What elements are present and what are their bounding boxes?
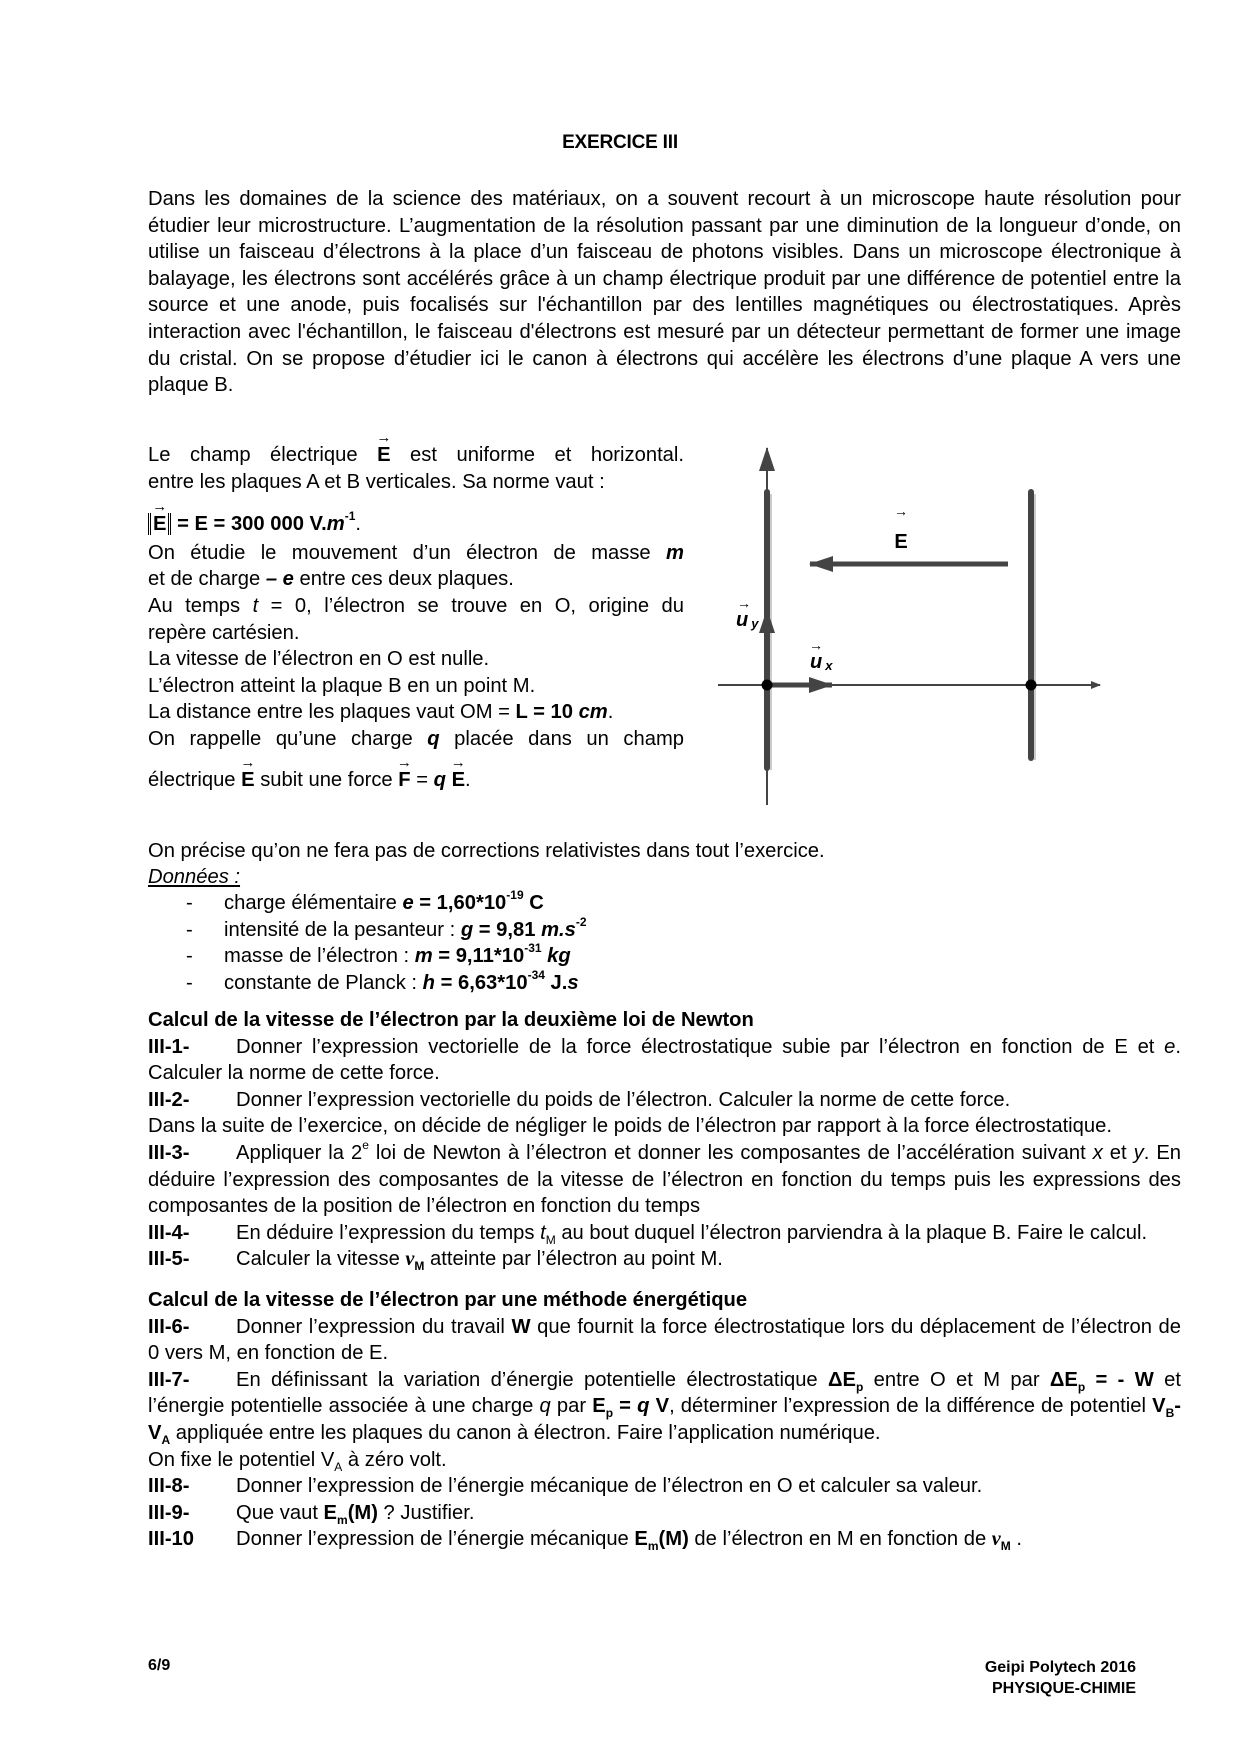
constant-item: - masse de l’électron : $m = 9,11*10^{-31}$ kg: [186, 941, 571, 968]
svg-text:→: →: [737, 595, 751, 611]
exam-subject: PHYSIQUE-CHIMIE: [991, 1680, 1136, 1697]
force-formula-line: électrique → E subit une force → F = q → E.: [148, 767, 684, 794]
svg-text:→: →: [894, 503, 908, 519]
constant-item: - intensité de la pesanteur : g = 9,81 $m.s^{-2}$: [186, 914, 587, 941]
vector-E: → E: [377, 442, 390, 469]
question-III-10: III-10 Donner l’expression de l’énergie mécanique $E_m(M)$ de l’électron en M en fonction de $v_M$ .: [148, 1528, 1022, 1554]
exam-name: Geipi Polytech 2016: [984, 1659, 1136, 1676]
potential-note: On fixe le potentiel $V_A$ à zéro volt.: [148, 1448, 447, 1474]
intro-paragraph: Dans les domaines de la science des matériaux, on a souvent recourt à un microscope haute résolution pour étudier leur microstructure. L’augmentation de la résolution passant par une diminution de la longueur d’onde, on utilise un faisceau d’électrons à la place d’un faisceau de photons visibles. Dans un microscope électronique à balayage, les électrons sont accélérés grâce à un champ électrique produit par une différence de potentiel entre la source et une anode, puis focalisés sur l'échantillon par des lentilles magnétiques ou électrostatiques. Après interaction avec l'échantillon, le faisceau d'électrons est mesuré par un détecteur permettant de former une image du cristal. On se propose d’étudier ici le canon à électrons qui accélère les électrons d’une plaque A vers une plaque B.: [148, 188, 1181, 397]
constants-list: [148, 890, 587, 996]
exercise-title: EXERCICE III: [562, 132, 678, 153]
page-number: 6/9: [148, 1657, 171, 1674]
section-heading-newton: Calcul de la vitesse de l’électron par la deuxième loi de Newton: [148, 1009, 754, 1031]
problem-statement: [148, 442, 684, 793]
question-III-7: III-7- En définissant la variation d’énergie potentielle électrostatique $\Delta E_p$ entre O et M par $\Delta E_p$ = - W et l’énergie potentielle associée à une charge q par $E_p = q$ V, déterminer l’expression de la différence de potentiel $V_B-V_A$ appliquée entre les plaques du canon à électron. Faire l’application numérique.: [148, 1368, 1181, 1447]
mass-line: On étudie le mouvement d’un électron de masse m: [148, 541, 684, 564]
relativity-note: On précise qu’on ne fera pas de corrections relativistes dans tout l’exercice.: [148, 840, 825, 862]
questions: [148, 1007, 1181, 1553]
question-III-2: III-2- Donner l’expression vectorielle du poids de l’électron. Calculer la norme de cette force.: [148, 1088, 1011, 1111]
exam-footer: [910, 1657, 1136, 1699]
label-E: E: [894, 531, 908, 553]
time-line: Au temps t = 0, l’électron se trouve en O, origine du: [148, 594, 684, 617]
distance-line: La distance entre les plaques vaut OM = L = 10 cm.: [148, 701, 614, 724]
reminder-line: On rappelle qu’une charge q placée dans un champ: [148, 727, 685, 750]
label-uy: uy: [736, 609, 759, 631]
frame-line: repère cartésien.: [148, 621, 300, 644]
label-ux: ux: [810, 651, 833, 673]
charge-line: et de charge – e entre ces deux plaques.: [148, 568, 514, 591]
weight-note: Dans la suite de l’exercice, on décide de négliger le poids de l’électron par rapport à la force électrostatique.: [148, 1115, 1112, 1138]
question-III-3: III-3- Appliquer la 2e loi de Newton à l’électron et donner les composantes de l’accélération suivant x et y. En déduire l’expression des composantes de la vitesse de l’électron en fonction du temps puis les expressions des composantes de la position de l’électron en fonction du temps: [148, 1138, 1182, 1218]
svg-text:→: →: [809, 637, 823, 653]
plates-diagram: [700, 430, 1120, 830]
field-line-1: Le champ électrique → E est uniforme et horizontal.: [148, 442, 684, 469]
point-O: [762, 680, 773, 691]
velocity-line: La vitesse de l’électron en O est nulle.: [148, 648, 490, 671]
question-III-4: III-4- En déduire l’expression du temps $t_M$ au bout duquel l’électron parviendra à la plaque B. Faire le calcul.: [148, 1221, 1148, 1247]
question-III-8: III-8- Donner l’expression de l’énergie mécanique de l’électron en O et calculer sa valeur.: [148, 1475, 983, 1498]
constant-item: - charge élémentaire $e = 1,60*10^{-19}$ C: [186, 888, 544, 914]
question-III-9: III-9- Que vaut $E_m(M)$ ? Justifier.: [148, 1501, 475, 1527]
constant-item: - constante de Planck : $h = 6,63*10^{-34}$ J.s: [186, 968, 579, 994]
donnees-heading: Données :: [148, 866, 241, 888]
question-III-5: III-5- Calculer la vitesse $v_M$ atteinte par l’électron au point M.: [148, 1248, 723, 1274]
norm-bars: → E: [148, 513, 171, 535]
field-norm: → E = E = 300 000 $V.m^{-1}$.: [148, 511, 684, 538]
point-M: [1026, 680, 1037, 691]
point-M-line: L’électron atteint la plaque B en un point M.: [148, 674, 536, 697]
field-line-2: entre les plaques A et B verticales. Sa norme vaut :: [148, 470, 605, 493]
question-III-1: III-1- Donner l’expression vectorielle de la force électrostatique subie par l’électron en fonction de E et e. Calculer la norme de cette force.: [148, 1035, 1181, 1085]
section-heading-energy: Calcul de la vitesse de l’électron par une méthode énergétique: [148, 1288, 748, 1311]
question-III-6: III-6- Donner l’expression du travail W que fournit la force électrostatique lors du déplacement de l’électron de 0 vers M, en fonction de E.: [148, 1315, 1182, 1365]
